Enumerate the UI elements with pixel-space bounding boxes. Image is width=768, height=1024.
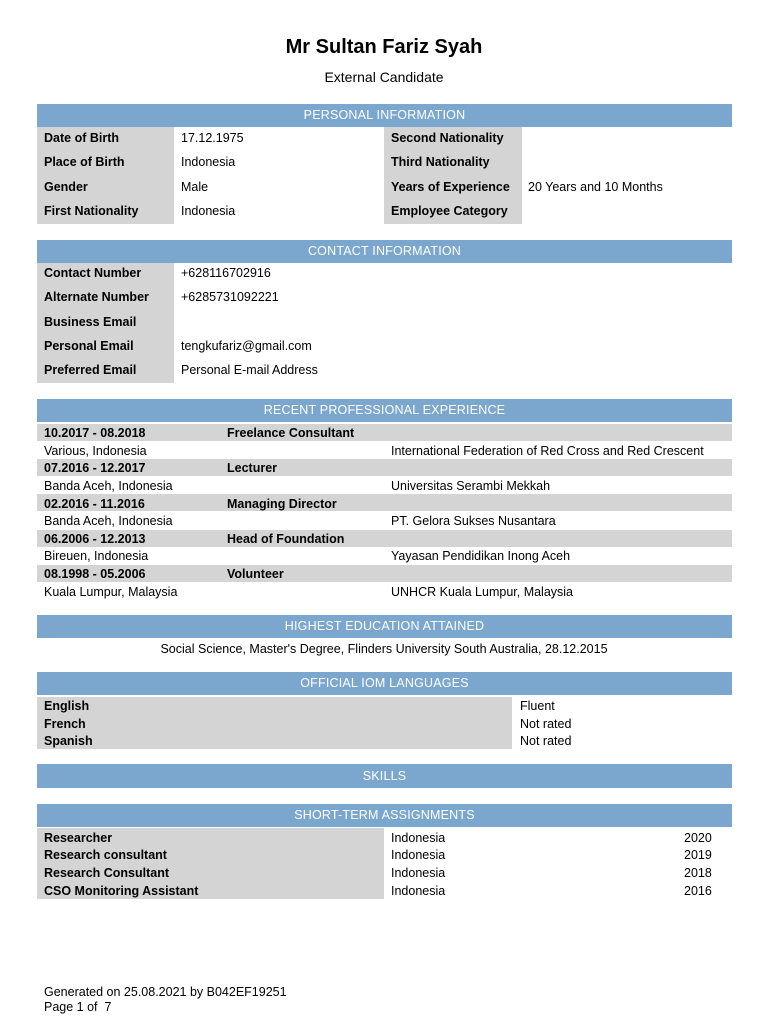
alternate-number-value: +6285731092221: [181, 290, 279, 304]
experience-role: Managing Director: [227, 497, 337, 511]
language-level: Fluent: [520, 699, 555, 713]
language-name: English: [44, 699, 90, 713]
assignment-role: Research consultant: [44, 848, 167, 862]
assignment-year: 2016: [684, 884, 712, 898]
education-header: HIGHEST EDUCATION ATTAINED: [37, 615, 732, 638]
assignment-role: CSO Monitoring Assistant: [44, 884, 199, 898]
assignment-country: Indonesia: [391, 866, 446, 880]
first-nationality-label: First Nationality: [44, 204, 139, 218]
language-level: Not rated: [520, 734, 572, 748]
contact-number-value: +628116702916: [181, 266, 271, 280]
assignment-year: 2019: [684, 848, 712, 862]
experience-role: Freelance Consultant: [227, 426, 355, 440]
assignment-year: 2020: [684, 831, 712, 845]
language-level: Not rated: [520, 717, 572, 731]
preferred-email-value: Personal E-mail Address: [181, 363, 318, 377]
dob-value: 17.12.1975: [181, 131, 244, 145]
experience-role: Volunteer: [227, 567, 284, 581]
experience-location: Kuala Lumpur, Malaysia: [44, 585, 178, 599]
first-nationality-value: Indonesia: [181, 204, 236, 218]
experience-organization: UNHCR Kuala Lumpur, Malaysia: [391, 585, 574, 599]
experience-location: Banda Aceh, Indonesia: [44, 514, 173, 528]
assignment-year: 2018: [684, 866, 712, 880]
experience-organization: Yayasan Pendidikan Inong Aceh: [391, 549, 571, 563]
assignment-country: Indonesia: [391, 884, 446, 898]
experience-location: Banda Aceh, Indonesia: [44, 479, 173, 493]
candidate-type: External Candidate: [324, 69, 444, 85]
pob-label: Place of Birth: [44, 155, 125, 169]
personal-info-header: PERSONAL INFORMATION: [37, 104, 732, 127]
personal-email-value: tengkufariz@gmail.com: [181, 339, 312, 353]
years-experience-label: Years of Experience: [391, 180, 510, 194]
personal-email-label: Personal Email: [44, 339, 134, 353]
assignment-country: Indonesia: [391, 848, 446, 862]
candidate-name: Mr Sultan Fariz Syah: [285, 36, 483, 58]
experience-period: 07.2016 - 12.2017: [44, 461, 146, 475]
dob-label: Date of Birth: [44, 131, 119, 145]
business-email-label: Business Email: [44, 315, 137, 329]
alternate-number-label: Alternate Number: [44, 290, 149, 304]
third-nationality-label: Third Nationality: [391, 155, 490, 169]
employee-category-label: Employee Category: [391, 204, 508, 218]
experience-organization: Universitas Serambi Mekkah: [391, 479, 551, 493]
generated-info: Generated on 25.08.2021 by B042EF19251: [44, 985, 287, 999]
pob-value: Indonesia: [181, 155, 236, 169]
experience-role: Head of Foundation: [227, 532, 345, 546]
assignment-role: Research Consultant: [44, 866, 170, 880]
language-name: Spanish: [44, 734, 93, 748]
experience-organization: PT. Gelora Sukses Nusantara: [391, 514, 556, 528]
contact-number-label: Contact Number: [44, 266, 142, 280]
languages-header: OFFICIAL IOM LANGUAGES: [37, 672, 732, 695]
experience-period: 08.1998 - 05.2006: [44, 567, 146, 581]
gender-label: Gender: [44, 180, 88, 194]
experience-role: Lecturer: [227, 461, 278, 475]
gender-value: Male: [181, 180, 209, 194]
experience-location: Bireuen, Indonesia: [44, 549, 149, 563]
assignment-country: Indonesia: [391, 831, 446, 845]
years-experience-value: 20 Years and 10 Months: [528, 180, 663, 194]
language-name: French: [44, 717, 86, 731]
education-text: Social Science, Master's Degree, Flinders University South Australia, 28.12.2015: [160, 642, 608, 656]
languages-label-column: [37, 697, 512, 749]
experience-period: 02.2016 - 11.2016: [44, 497, 145, 511]
experience-period: 06.2006 - 12.2013: [44, 532, 146, 546]
assignments-header: SHORT-TERM ASSIGNMENTS: [37, 804, 732, 827]
page-number: Page 1 of 7: [44, 1000, 112, 1014]
contact-info-header: CONTACT INFORMATION: [37, 240, 732, 263]
preferred-email-label: Preferred Email: [44, 363, 137, 377]
experience-period: 10.2017 - 08.2018: [44, 426, 146, 440]
second-nationality-label: Second Nationality: [391, 131, 504, 145]
assignment-role: Researcher: [44, 831, 113, 845]
experience-location: Various, Indonesia: [44, 444, 147, 458]
experience-header: RECENT PROFESSIONAL EXPERIENCE: [37, 399, 732, 422]
skills-header: SKILLS: [37, 764, 732, 788]
experience-organization: International Federation of Red Cross and Red Crescent: [391, 444, 704, 458]
